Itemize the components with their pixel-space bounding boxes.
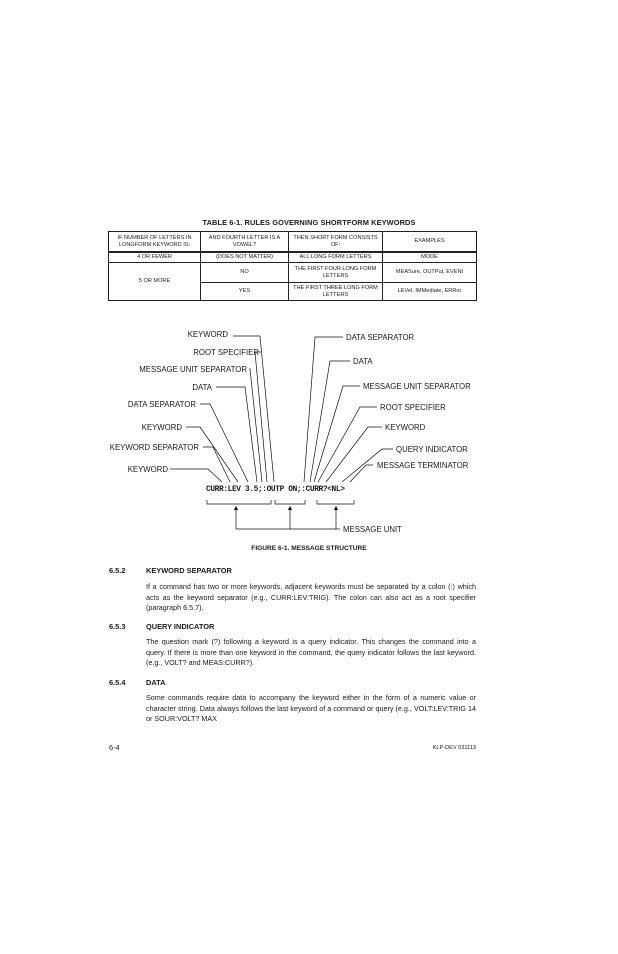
- table-title: TABLE 6-1. RULES GOVERNING SHORTFORM KEYWORDS: [202, 218, 416, 227]
- label-keyword: KEYWORD: [141, 423, 182, 432]
- table-header-cell: EXAMPLES: [383, 232, 477, 253]
- section-number: 6.5.4: [109, 678, 126, 687]
- label-data-separator: DATA SEPARATOR: [127, 400, 196, 409]
- leader-line: [216, 387, 257, 482]
- table-cell: MEASure, OUTPut, EVENt: [383, 263, 477, 283]
- leader-line: [326, 427, 382, 482]
- section-number: 6.5.2: [109, 566, 126, 575]
- message-unit-bracket: [275, 500, 305, 504]
- leader-line: [249, 369, 262, 482]
- label-query-indicator: QUERY INDICATOR: [396, 445, 468, 454]
- section-body: Some commands require data to accompany the keyword either in the form of a numeric value or character string. Data always follows the last keyword of a command or query (e.g., VOLT:LEV:TRIG 14 or SOUR:VOLT? MAX: [146, 693, 476, 724]
- table-cell: (DOES NOT MATTER): [201, 252, 289, 263]
- table-cell: LEVel, IMMediate, ERRor: [383, 283, 477, 301]
- message-unit-bracket: [207, 500, 271, 504]
- label-message-unit: MESSAGE UNIT: [343, 525, 402, 534]
- table-header-cell: IF NUMBER OF LETTERS IN LONGFORM KEYWORD IS:: [109, 232, 201, 253]
- table-cell: THE FIRST FOUR LONG FORM LETTERS: [289, 263, 383, 283]
- figure-caption: FIGURE 6-1. MESSAGE STRUCTURE: [251, 545, 367, 552]
- section-body: The question mark (?) following a keyword is a query indicator. This changes the command into a query. If there is more than one keyword in the command, the query indicator follows the last keyword. (e.g., VOLT? and MEAS:CURR?).: [146, 637, 476, 668]
- table-cell: 4 OR FEWER: [109, 252, 201, 263]
- table-cell: MODE: [383, 252, 477, 263]
- leader-line: [186, 427, 238, 482]
- document-id: KLP-DEV 031113: [432, 745, 476, 751]
- leader-line: [255, 352, 267, 482]
- label-keyword: KEYWORD: [385, 423, 426, 432]
- label-data: DATA: [353, 357, 373, 366]
- section-title: QUERY INDICATOR: [146, 622, 215, 631]
- label-message-unit-separator: MESSAGE UNIT SEPARATOR: [363, 382, 471, 391]
- command-string: CURR:LEV 3.5;:OUTP ON;:CURR?<NL>: [206, 486, 345, 494]
- message-unit-bracket: [317, 500, 354, 504]
- section-number: 6.5.3: [109, 622, 126, 631]
- table-cell: ALL LONG FORM LETTERS: [289, 252, 383, 263]
- label-data-separator: DATA SEPARATOR: [346, 333, 415, 342]
- label-root-specifier: ROOT SPECIFIER: [380, 403, 446, 412]
- label-keyword-separator: KEYWORD SEPARATOR: [109, 443, 199, 452]
- table-cell: THE FIRST THREE LONG FORM LETTERS: [289, 283, 383, 301]
- leader-line: [233, 336, 274, 482]
- section-body: If a command has two or more keywords, adjacent keywords must be separated by a colon (:) which acts as the keyword separator (e.g., CURR:LEV:TRIG). The colon can also act as a root specifier (paragraph 6.5.7).: [146, 582, 476, 613]
- leader-line: [350, 465, 373, 482]
- leader-line: [170, 469, 222, 482]
- label-message-unit-separator: MESSAGE UNIT SEPARATOR: [139, 365, 247, 374]
- table-header-cell: AND FOURTH LETTER IS A VOWEL?: [201, 232, 289, 253]
- table-header-cell: THEN SHORT FORM CONSISTS OF:: [289, 232, 383, 253]
- section-title: DATA: [146, 678, 166, 687]
- page-number: 6-4: [109, 743, 120, 752]
- section-title: KEYWORD SEPARATOR: [146, 566, 232, 575]
- leader-line: [310, 361, 350, 482]
- label-data: DATA: [192, 383, 212, 392]
- label-message-terminator: MESSAGE TERMINATOR: [377, 461, 469, 470]
- leader-line: [304, 337, 343, 482]
- leader-line: [318, 407, 377, 482]
- table-cell: NO: [201, 263, 289, 283]
- table-cell: YES: [201, 283, 289, 301]
- table-cell: 5 OR MORE: [109, 263, 201, 301]
- label-keyword: KEYWORD: [187, 330, 228, 339]
- label-keyword: KEYWORD: [127, 465, 168, 474]
- label-root-specifier: ROOT SPECIFIER: [193, 348, 259, 357]
